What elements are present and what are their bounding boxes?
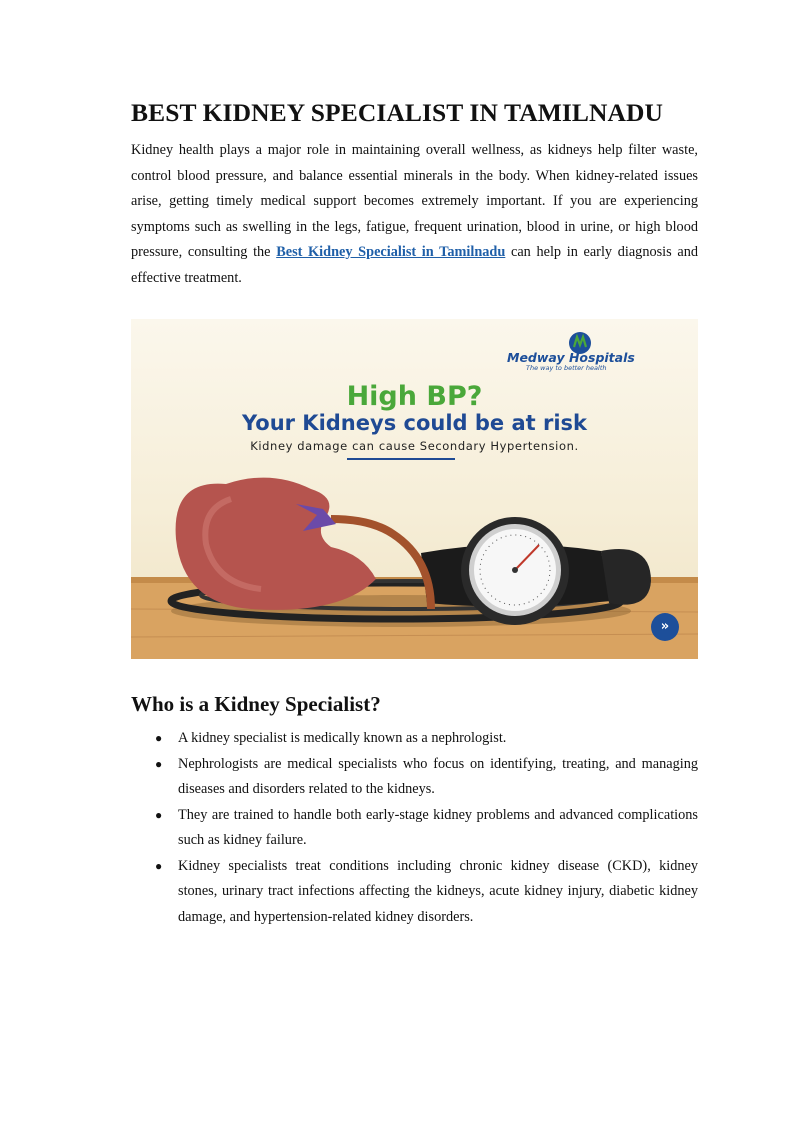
banner-subheadline: Your Kidneys could be at risk (241, 411, 587, 435)
intro-text-after-link: can help in early diagnosis and effective treatment. (131, 244, 699, 286)
banner-image (131, 319, 698, 659)
bullet-icon: ● (155, 858, 163, 873)
logo-tagline: The way to better health (526, 364, 607, 372)
kidney-specialist-link[interactable]: Best Kidney Specialist in Tamilnadu (276, 244, 506, 260)
banner-underline (347, 458, 455, 460)
bp-gauge-icon (461, 517, 569, 625)
bullet-icon: ● (155, 731, 163, 745)
intro-text-before-link: Kidney health plays a major role in maintaining overall wellness, as kidneys help filter waste, control blood pressure, and balance essential minerals in the body. When kidney-related issues arise, getting timely medical support becomes extremely important. If you are experiencing symptoms such as swelling in the legs, fatigue, frequent urination, blood in urine, or high blood pressure, consulting the (131, 142, 698, 260)
list-item: ● They are trained to handle both early-stage kidney problems and advanced complications such as kidney failure. (131, 803, 698, 854)
logo-name: Medway Hospitals (507, 350, 635, 365)
specialist-points-list (131, 726, 698, 930)
double-chevron-right-icon[interactable]: » (651, 613, 679, 641)
banner-caption: Kidney damage can cause Secondary Hypertension. (250, 439, 579, 453)
bullet-icon: ● (155, 756, 163, 771)
document-page (131, 96, 699, 925)
banner-headline: High BP? (346, 381, 483, 412)
list-item: ● Nephrologists are medical specialists who focus on identifying, treating, and managing diseases and disorders related to the kidneys. (131, 752, 698, 803)
page-title: BEST KIDNEY SPECIALIST IN TAMILNADU (131, 98, 664, 127)
list-item: ● Kidney specialists treat conditions including chronic kidney disease (CKD), kidney stones, urinary tract infections affecting the kidneys, acute kidney injury, diabetic kidney damage, and hypertension-related kidney disorders. (131, 854, 698, 931)
list-item: ● A kidney specialist is medically known as a nephrologist. (131, 726, 698, 752)
bullet-icon: ● (155, 807, 163, 822)
section-heading: Who is a Kidney Specialist? (131, 692, 381, 716)
intro-paragraph (131, 138, 698, 291)
banner-illustration (131, 319, 698, 659)
